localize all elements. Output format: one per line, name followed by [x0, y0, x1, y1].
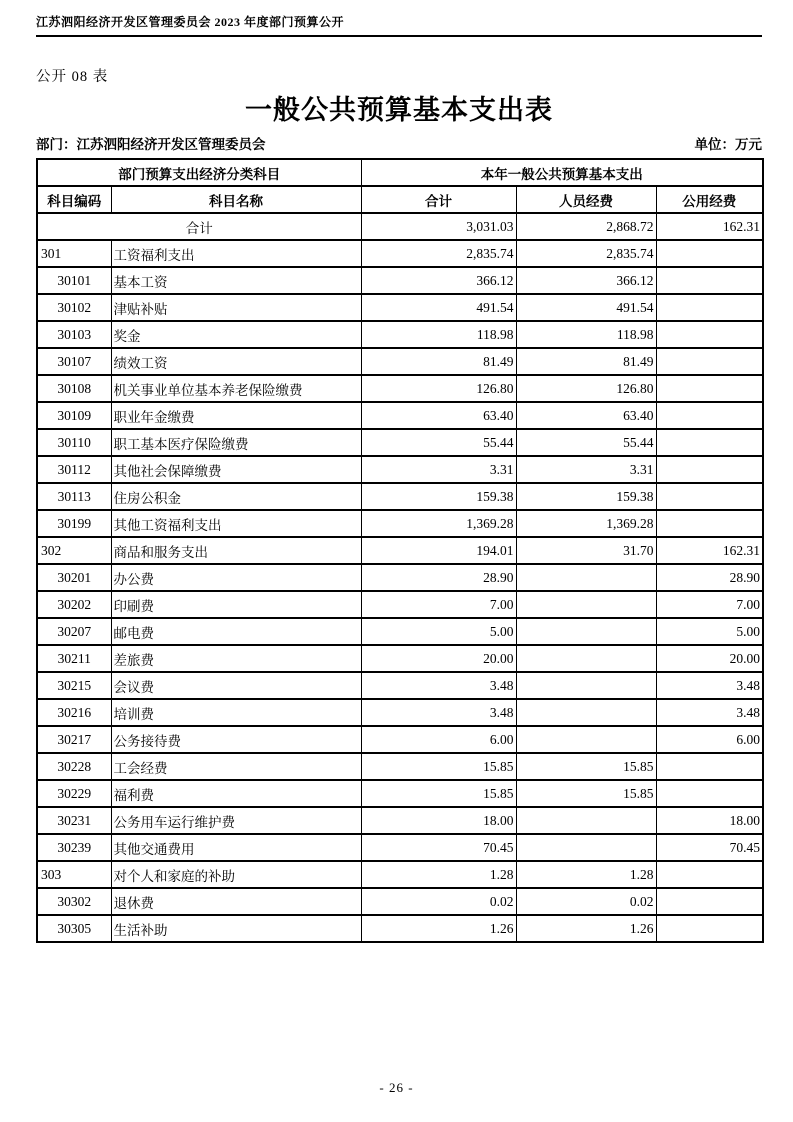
row-total: 18.00 — [361, 807, 516, 834]
row-public — [656, 294, 763, 321]
row-personnel: 3.31 — [516, 456, 656, 483]
table-row — [37, 375, 763, 402]
row-public — [656, 240, 763, 267]
row-personnel — [516, 645, 656, 672]
row-personnel: 55.44 — [516, 429, 656, 456]
row-name: 生活补助 — [111, 915, 361, 942]
row-public — [656, 267, 763, 294]
row-public — [656, 753, 763, 780]
row-personnel — [516, 807, 656, 834]
row-personnel — [516, 726, 656, 753]
row-code: 30113 — [37, 483, 111, 510]
table-row — [37, 645, 763, 672]
header-columns-row — [37, 186, 763, 213]
column-header-name: 科目名称 — [111, 186, 361, 213]
row-name: 绩效工资 — [111, 348, 361, 375]
row-personnel: 366.12 — [516, 267, 656, 294]
department-label: 部门：江苏泗阳经济开发区管理委员会 — [36, 137, 266, 152]
row-personnel: 491.54 — [516, 294, 656, 321]
table-row — [37, 564, 763, 591]
unit-label: 单位：万元 — [694, 137, 762, 152]
row-total: 70.45 — [361, 834, 516, 861]
table-row — [37, 780, 763, 807]
row-personnel: 81.49 — [516, 348, 656, 375]
header-group-current-year: 本年一般公共预算基本支出 — [361, 159, 763, 186]
row-code: 30103 — [37, 321, 111, 348]
row-public — [656, 321, 763, 348]
table-row — [37, 429, 763, 456]
row-personnel: 2,835.74 — [516, 240, 656, 267]
row-code: 30216 — [37, 699, 111, 726]
row-code: 30305 — [37, 915, 111, 942]
table-row — [37, 402, 763, 429]
row-code: 30102 — [37, 294, 111, 321]
row-total: 1,369.28 — [361, 510, 516, 537]
table-row — [37, 726, 763, 753]
row-code: 30202 — [37, 591, 111, 618]
row-total: 0.02 — [361, 888, 516, 915]
row-public — [656, 456, 763, 483]
header-group-classification: 部门预算支出经济分类科目 — [37, 159, 361, 186]
row-public — [656, 375, 763, 402]
row-code: 30228 — [37, 753, 111, 780]
row-personnel: 0.02 — [516, 888, 656, 915]
row-public: 28.90 — [656, 564, 763, 591]
page-title: 一般公共预算基本支出表 — [245, 95, 553, 125]
row-public — [656, 429, 763, 456]
row-name: 工会经费 — [111, 753, 361, 780]
row-code: 30108 — [37, 375, 111, 402]
row-code: 30215 — [37, 672, 111, 699]
table-row — [37, 294, 763, 321]
column-header-total: 合计 — [361, 186, 516, 213]
row-code: 301 — [37, 240, 111, 267]
row-personnel: 15.85 — [516, 753, 656, 780]
row-personnel: 118.98 — [516, 321, 656, 348]
grand-total-amount: 3,031.03 — [361, 213, 516, 240]
table-row — [37, 537, 763, 564]
row-personnel: 126.80 — [516, 375, 656, 402]
row-name: 职工基本医疗保险缴费 — [111, 429, 361, 456]
row-personnel: 1,369.28 — [516, 510, 656, 537]
row-total: 15.85 — [361, 753, 516, 780]
form-number-label: 公开 08 表 — [36, 69, 109, 85]
row-total: 63.40 — [361, 402, 516, 429]
row-name: 基本工资 — [111, 267, 361, 294]
row-public — [656, 402, 763, 429]
row-code: 30112 — [37, 456, 111, 483]
row-personnel — [516, 699, 656, 726]
row-code: 30207 — [37, 618, 111, 645]
row-total: 15.85 — [361, 780, 516, 807]
table-row — [37, 510, 763, 537]
row-public — [656, 861, 763, 888]
row-code: 303 — [37, 861, 111, 888]
row-name: 工资福利支出 — [111, 240, 361, 267]
row-name: 福利费 — [111, 780, 361, 807]
row-code: 30239 — [37, 834, 111, 861]
table-row — [37, 348, 763, 375]
row-code: 30110 — [37, 429, 111, 456]
row-name: 奖金 — [111, 321, 361, 348]
row-total: 3.48 — [361, 699, 516, 726]
row-name: 印刷费 — [111, 591, 361, 618]
row-total: 118.98 — [361, 321, 516, 348]
grand-total-label: 合计 — [37, 213, 361, 240]
row-public: 162.31 — [656, 537, 763, 564]
row-code: 30211 — [37, 645, 111, 672]
row-name: 职业年金缴费 — [111, 402, 361, 429]
table-row — [37, 483, 763, 510]
row-name: 邮电费 — [111, 618, 361, 645]
row-name: 差旅费 — [111, 645, 361, 672]
row-name: 商品和服务支出 — [111, 537, 361, 564]
row-total: 5.00 — [361, 618, 516, 645]
row-total: 55.44 — [361, 429, 516, 456]
row-name: 对个人和家庭的补助 — [111, 861, 361, 888]
table-row — [37, 753, 763, 780]
row-total: 194.01 — [361, 537, 516, 564]
row-total: 81.49 — [361, 348, 516, 375]
row-personnel — [516, 564, 656, 591]
row-total: 3.48 — [361, 672, 516, 699]
table-row — [37, 267, 763, 294]
row-name: 其他交通费用 — [111, 834, 361, 861]
table-body — [37, 213, 763, 942]
table-row — [37, 861, 763, 888]
row-public: 3.48 — [656, 672, 763, 699]
row-total: 126.80 — [361, 375, 516, 402]
row-code: 30101 — [37, 267, 111, 294]
row-personnel: 1.26 — [516, 915, 656, 942]
row-name: 会议费 — [111, 672, 361, 699]
row-total: 159.38 — [361, 483, 516, 510]
row-code: 30231 — [37, 807, 111, 834]
row-name: 公务用车运行维护费 — [111, 807, 361, 834]
row-public: 5.00 — [656, 618, 763, 645]
table-row-grand-total — [37, 213, 763, 240]
table-row — [37, 834, 763, 861]
row-public — [656, 510, 763, 537]
column-header-personnel: 人员经费 — [516, 186, 656, 213]
document-header-note: 江苏泗阳经济开发区管理委员会 2023 年度部门预算公开 — [36, 0, 762, 37]
row-personnel — [516, 672, 656, 699]
row-total: 20.00 — [361, 645, 516, 672]
row-public: 20.00 — [656, 645, 763, 672]
row-total: 6.00 — [361, 726, 516, 753]
row-public: 6.00 — [656, 726, 763, 753]
row-name: 机关事业单位基本养老保险缴费 — [111, 375, 361, 402]
row-total: 7.00 — [361, 591, 516, 618]
row-name: 住房公积金 — [111, 483, 361, 510]
row-name: 培训费 — [111, 699, 361, 726]
row-name: 其他社会保障缴费 — [111, 456, 361, 483]
row-public — [656, 483, 763, 510]
row-personnel: 63.40 — [516, 402, 656, 429]
table-meta-line — [36, 133, 762, 153]
row-name: 津贴补贴 — [111, 294, 361, 321]
row-name: 办公费 — [111, 564, 361, 591]
budget-table — [36, 158, 764, 943]
table-header — [37, 159, 763, 213]
row-code: 30109 — [37, 402, 111, 429]
row-name: 其他工资福利支出 — [111, 510, 361, 537]
table-row — [37, 240, 763, 267]
table-row — [37, 456, 763, 483]
table-row — [37, 321, 763, 348]
row-public: 3.48 — [656, 699, 763, 726]
page-number: - 26 - — [379, 1080, 414, 1095]
row-total: 2,835.74 — [361, 240, 516, 267]
table-row — [37, 699, 763, 726]
row-personnel: 1.28 — [516, 861, 656, 888]
table-row — [37, 807, 763, 834]
row-public — [656, 888, 763, 915]
row-personnel: 159.38 — [516, 483, 656, 510]
row-public — [656, 780, 763, 807]
row-code: 30229 — [37, 780, 111, 807]
row-public — [656, 348, 763, 375]
row-total: 366.12 — [361, 267, 516, 294]
table-row — [37, 618, 763, 645]
row-total: 28.90 — [361, 564, 516, 591]
table-row — [37, 672, 763, 699]
row-code: 302 — [37, 537, 111, 564]
row-personnel — [516, 834, 656, 861]
header-group-row — [37, 159, 763, 186]
row-name: 退休费 — [111, 888, 361, 915]
row-public: 7.00 — [656, 591, 763, 618]
table-row — [37, 915, 763, 942]
row-code: 30201 — [37, 564, 111, 591]
row-public — [656, 915, 763, 942]
row-code: 30107 — [37, 348, 111, 375]
column-header-code: 科目编码 — [37, 186, 111, 213]
row-total: 1.26 — [361, 915, 516, 942]
row-public: 18.00 — [656, 807, 763, 834]
row-personnel — [516, 618, 656, 645]
row-name: 公务接待费 — [111, 726, 361, 753]
row-code: 30199 — [37, 510, 111, 537]
grand-total-personnel: 2,868.72 — [516, 213, 656, 240]
table-row — [37, 591, 763, 618]
row-code: 30302 — [37, 888, 111, 915]
row-personnel: 15.85 — [516, 780, 656, 807]
row-code: 30217 — [37, 726, 111, 753]
row-personnel: 31.70 — [516, 537, 656, 564]
grand-total-public: 162.31 — [656, 213, 763, 240]
table-row — [37, 888, 763, 915]
row-personnel — [516, 591, 656, 618]
row-total: 491.54 — [361, 294, 516, 321]
column-header-public: 公用经费 — [656, 186, 763, 213]
row-total: 1.28 — [361, 861, 516, 888]
row-total: 3.31 — [361, 456, 516, 483]
row-public: 70.45 — [656, 834, 763, 861]
